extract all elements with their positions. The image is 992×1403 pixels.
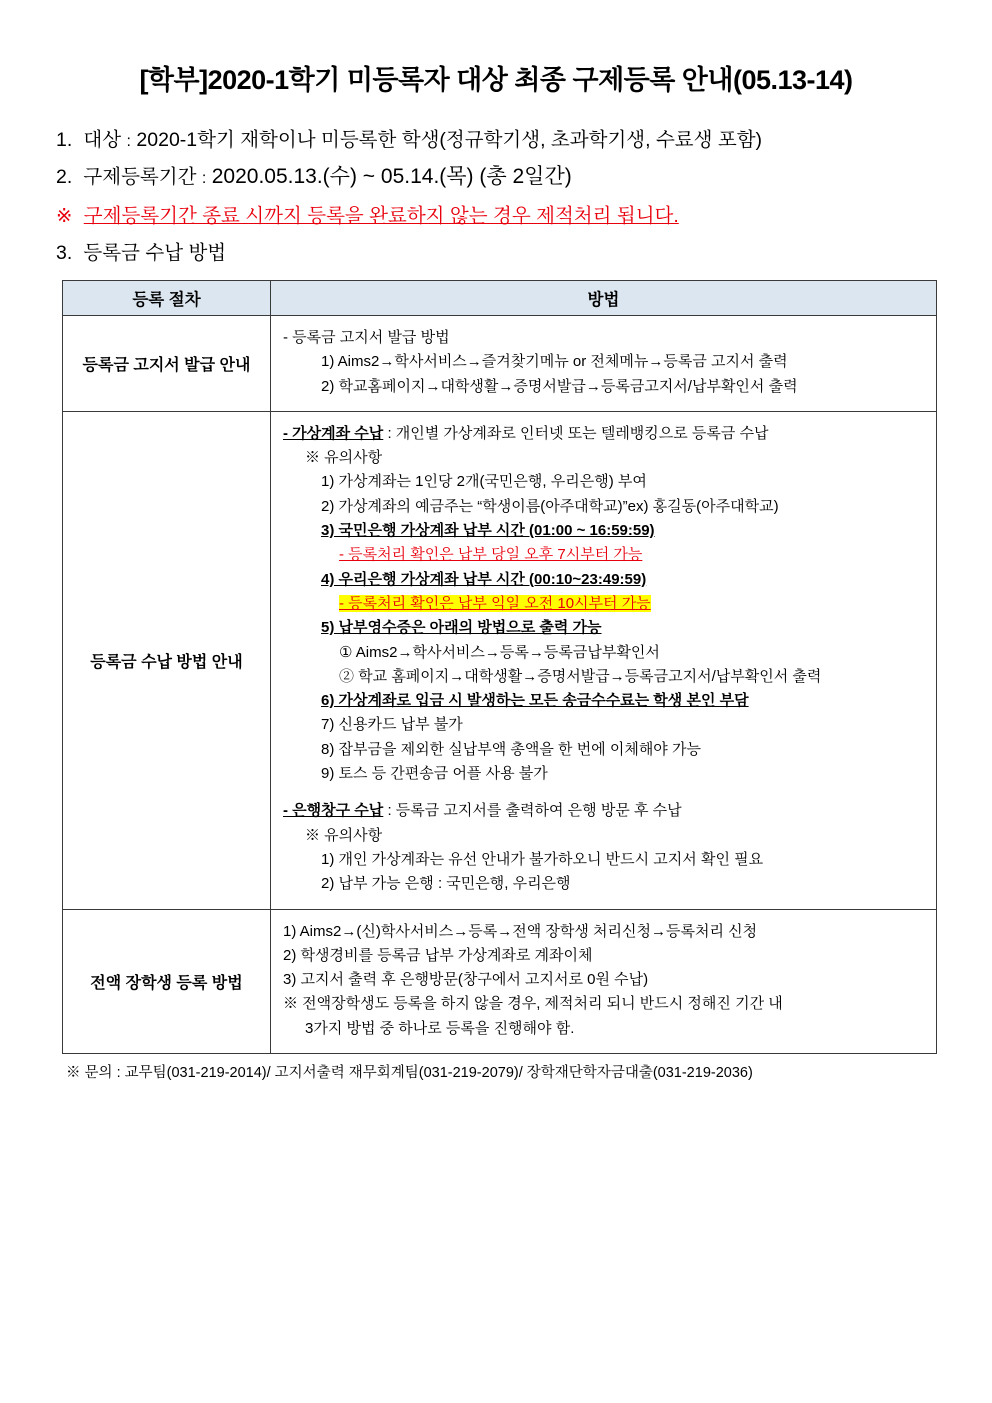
column-header-method: 방법 — [271, 280, 937, 315]
table-row — [63, 909, 937, 1053]
line: 8) 잡부금을 제외한 실납부액 총액을 한 번에 이체해야 가능 — [321, 740, 701, 758]
line: ※ 유의사항 — [305, 449, 383, 467]
line: 3가지 방법 중 하나로 등록을 진행해야 함. — [305, 1019, 575, 1037]
row-head-payment-method: 등록금 수납 방법 안내 — [63, 411, 271, 909]
line: - 등록금 고지서 발급 방법 — [283, 328, 450, 346]
line: 2) 학교홈페이지→대학생활→증명서발급→등록금고지서/납부확인서 출력 — [321, 377, 798, 395]
item-2-label: 구제등록기간 — [83, 166, 197, 189]
line: 3) 고지서 출력 후 은행방문(창구에서 고지서로 0원 수납) — [283, 971, 649, 989]
item-3-number: 3. — [56, 241, 73, 264]
line: ※ 유의사항 — [305, 826, 383, 844]
line — [283, 799, 924, 823]
row-body-payment-method — [271, 411, 937, 909]
line: 1) Aims2→(신)학사서비스→등록→전액 장학생 처리신청→등록처리 신청 — [283, 922, 758, 940]
line-kb-time: 3) 국민은행 가상계좌 납부 시간 (01:00 ~ 16:59:59) — [321, 522, 655, 540]
item-2 — [56, 161, 936, 194]
line: 2) 납부 가능 은행 : 국민은행, 우리은행 — [321, 875, 571, 893]
line-kb-confirm: - 등록처리 확인은 납부 당일 오후 7시부터 가능 — [339, 546, 643, 564]
item-3-text: 등록금 수납 방법 — [83, 241, 227, 264]
registration-table — [62, 280, 937, 1054]
line-bank-counter-title: - 은행창구 수납 — [283, 802, 384, 820]
table-header-row — [63, 280, 937, 315]
item-1-separator: : — [126, 133, 131, 150]
line: ② 학교 홈페이지→대학생활→증명서발급→등록금고지서/납부확인서 출력 — [339, 667, 822, 685]
item-3 — [56, 238, 936, 268]
table-row — [63, 411, 937, 909]
footnote-contact: ※ 문의 : 교무팀(031-219-2014)/ 고지서출력 재무회계팀(031-219-2079)/ 장학재단학자금대출(031-219-2036) — [66, 1065, 753, 1081]
line-virtual-account-desc: : 개인별 가상계좌로 인터넷 또는 텔레뱅킹으로 등록금 수납 — [383, 424, 769, 442]
item-1-text: 2020-1학기 재학이나 미등록한 학생(정규학기생, 초과학기생, 수료생 포함) — [136, 129, 763, 151]
item-1 — [56, 125, 936, 155]
line: 2) 학생경비를 등록금 납부 가상계좌로 계좌이체 — [283, 946, 593, 964]
item-1-number: 1. — [56, 129, 73, 151]
line: 1) Aims2→학사서비스→즐겨찾기메뉴 or 전체메뉴→등록금 고지서 출력 — [321, 353, 788, 371]
line: 7) 신용카드 납부 불가 — [321, 716, 463, 734]
spacer — [283, 786, 924, 799]
row-body-bill-issue — [271, 315, 937, 411]
line: 1) 가상계좌는 1인당 2개(국민은행, 우리은행) 부여 — [321, 473, 647, 491]
line — [283, 519, 924, 543]
row-head-full-scholarship: 전액 장학생 등록 방법 — [63, 909, 271, 1053]
line — [283, 689, 924, 713]
page-title: [학부]2020-1학기 미등록자 대상 최종 구제등록 안내(05.13-14) — [139, 65, 853, 95]
line: 2) 가상계좌의 예금주는 “학생이름(아주대학교)”ex) 홍길동(아주대학교) — [321, 497, 779, 515]
row-head-bill-issue: 등록금 고지서 발급 안내 — [63, 315, 271, 411]
line: 1) 개인 가상계좌는 유선 안내가 불가하오니 반드시 고지서 확인 필요 — [321, 850, 764, 868]
item-2-number: 2. — [56, 166, 73, 189]
table-row — [63, 315, 937, 411]
line: ※ 전액장학생도 등록을 하지 않을 경우, 제적처리 되니 반드시 정해진 기간 내 — [283, 995, 783, 1013]
warning-notice — [56, 200, 936, 228]
line — [283, 422, 924, 446]
warning-text: 구제등록기간 종료 시까지 등록을 완료하지 않는 경우 제적처리 됩니다. — [83, 204, 679, 227]
item-2-text: 2020.05.13.(수) ~ 05.14.(목) (총 2일간) — [211, 165, 572, 189]
line-receipt: 5) 납부영수증은 아래의 방법으로 출력 가능 — [321, 619, 602, 637]
item-1-label: 대상 — [83, 129, 122, 151]
line-woori-time: 4) 우리은행 가상계좌 납부 시간 (00:10~23:49:59) — [321, 570, 647, 588]
line — [283, 592, 924, 616]
line-bank-counter-desc: : 등록금 고지서를 출력하여 은행 방문 후 수납 — [383, 802, 682, 820]
row-body-full-scholarship — [271, 909, 937, 1053]
line-virtual-account-title: - 가상계좌 수납 — [283, 424, 384, 442]
line-fee: 6) 가상계좌로 입금 시 발생하는 모든 송금수수료는 학생 본인 부담 — [321, 692, 749, 710]
line: 9) 토스 등 간편송금 어플 사용 불가 — [321, 765, 548, 783]
line-woori-confirm: - 등록처리 확인은 납부 익일 오전 10시부터 가능 — [339, 594, 651, 612]
line — [283, 568, 924, 592]
warning-mark-icon: ※ — [56, 204, 73, 227]
column-header-procedure: 등록 절차 — [63, 280, 271, 315]
line — [283, 616, 924, 640]
item-2-separator: : — [201, 170, 207, 188]
line: ① Aims2→학사서비스→등록→등록금납부확인서 — [339, 643, 660, 661]
line — [283, 543, 924, 567]
